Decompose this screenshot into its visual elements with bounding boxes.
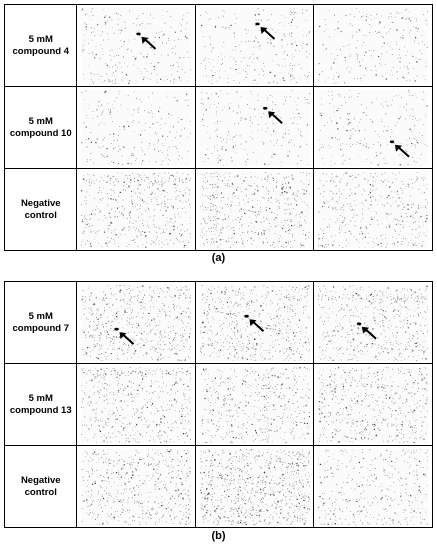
row-label-line2: compound 4 xyxy=(12,45,69,57)
micrograph-image xyxy=(318,367,428,443)
arrow-icon xyxy=(244,314,263,330)
micrograph-image xyxy=(81,367,191,443)
micrograph-image xyxy=(200,8,310,84)
row-label xyxy=(5,87,77,169)
micrograph-image xyxy=(200,367,310,443)
micrograph-image xyxy=(318,90,428,166)
row-label-line1: 5 mM xyxy=(28,33,53,45)
arrow-icon xyxy=(255,22,274,38)
micrograph-image xyxy=(81,8,191,84)
arrow-icon xyxy=(115,327,134,343)
panel-a-caption: (a) xyxy=(211,252,226,264)
arrow-icon xyxy=(390,140,409,156)
table-row xyxy=(5,364,433,446)
row-label-line1: Negative xyxy=(20,474,61,486)
row-label-line2: compound 13 xyxy=(9,404,72,416)
arrow-icon xyxy=(137,32,156,48)
row-label xyxy=(5,446,77,528)
row-label xyxy=(5,169,77,251)
row-label-line2: control xyxy=(24,486,57,498)
row-label-line1: Negative xyxy=(20,197,61,209)
row-label-line2: compound 7 xyxy=(12,322,69,334)
table-row xyxy=(5,87,433,169)
panel-b-caption: (b) xyxy=(211,530,226,542)
row-label-line1: 5 mM xyxy=(28,115,53,127)
micrograph-image xyxy=(318,285,428,361)
micrograph-image xyxy=(200,449,310,525)
row-label-line2: control xyxy=(24,209,57,221)
panel-a-grid xyxy=(4,4,433,251)
row-label xyxy=(5,364,77,446)
panel-b-grid xyxy=(4,281,433,528)
micrograph-image xyxy=(81,285,191,361)
row-label xyxy=(5,5,77,87)
micrograph-image xyxy=(81,172,191,248)
arrow-icon xyxy=(357,322,376,338)
micrograph-image xyxy=(81,449,191,525)
micrograph-image xyxy=(318,449,428,525)
row-label-line1: 5 mM xyxy=(28,392,53,404)
row-label xyxy=(5,282,77,364)
micrograph-image xyxy=(318,172,428,248)
micrograph-image xyxy=(200,285,310,361)
table-row xyxy=(5,5,433,87)
table-row xyxy=(5,282,433,364)
row-label-line2: compound 10 xyxy=(9,127,72,139)
micrograph-image xyxy=(200,90,310,166)
micrograph-image xyxy=(318,8,428,84)
table-row xyxy=(5,446,433,528)
row-label-line1: 5 mM xyxy=(28,310,53,322)
micrograph-image xyxy=(200,172,310,248)
micrograph-image xyxy=(81,90,191,166)
table-row xyxy=(5,169,433,251)
